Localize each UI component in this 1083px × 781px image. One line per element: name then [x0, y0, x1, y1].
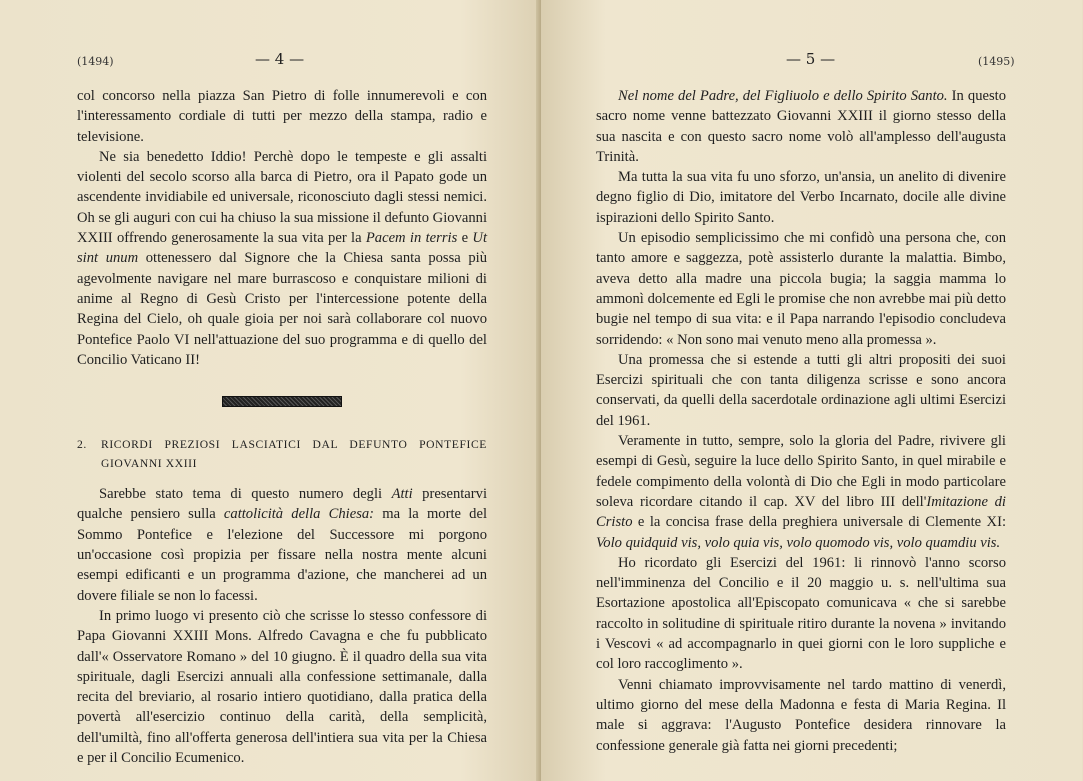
left-paragraph-4: In primo luogo vi presento ciò che scrisse lo stesso confessore di Papa Giovanni XXIII Mons. Alfredo Cavagna e che fu pubblicato dall'« Osservatore Romano » del 10 giugno. È il quadro della sua vita spirituale, dagli Esercizi annuali alla confessione settimanale, dalla recita del breviario, al rosario intiero quotidiano, dalla pratica della povertà all'esercizio continuo della carità, della semplicità, dell'umiltà, fino all'offerta generosa dell'intiera sua vita per la Chiesa e per il Concilio Ecumenico.: [77, 607, 487, 767]
section-heading: [77, 435, 487, 473]
right-paragraph-7: Venni chiamato improvvisamente nel tardo mattino di venerdì, ultimo giorno del mese della Madonna e festa di Maria Regina. Il male si aggrava: l'Augusto Pontefice desidera rinnovare la confessione generale già fatta nei giorni precedenti;: [596, 676, 1006, 754]
section-title: RICORDI PREZIOSI LASCIATICI DAL DEFUNTO PONTEFICE GIOVANNI XXIII: [101, 438, 487, 471]
left-paragraph-2: Ne sia benedetto Iddio! Perchè dopo le tempeste e gli assalti violenti del secolo scorso alla barca di Pietro, ora il Papato gode un ascendente invidiabile ed universale, riconosciuto dagli stessi nemici. Oh se gli auguri con cui ha chiuso la sua missione il defunto Giovanni XXIII offrendo generosamente la sua vita per la Pacem in terris e Ut sint unum ottenessero dal Signore che la Chiesa santa possa più agevolmente navigare nel mare burrascoso e conquistare milioni di anime al Regno di Gesù Cristo per l'intercessione potente della Regina del Cielo, oh quale gioia per noi sarà collaborare col nuovo Pontefice Paolo VI nell'attuazione del suo programma e di quello del Concilio Vaticano II!: [77, 148, 487, 368]
right-paragraph-5: Veramente in tutto, sempre, solo la gloria del Padre, rivivere gli esempi di Gesù, seguire la luce dello Spirito Santo, in quel mirabile e fedele compimento della volontà di Dio che Egli in modo particolare soleva ricordare citando il cap. XV del libro III dell'Imitazione di Cristo e la concisa frase della preghiera universale di Clemente XI: Volo quidquid vis, volo quia vis, volo quomodo vis, volo quamdiu vis.: [596, 433, 1006, 551]
left-page: [0, 0, 541, 781]
right-paragraph-1: Nel nome del Padre, del Figliuolo e dello Spirito Santo. In questo sacro nome venne battezzato Giovanni XXIII il giorno stesso della sua nascita e con questo sacro nome volò all'amplesso dell'augusta Trinità.: [596, 88, 1007, 165]
left-body: [77, 86, 487, 768]
right-paragraph-2: Ma tutta la sua vita fu uno sforzo, un'ansia, un anelito di divenire degno figlio di Dio, imitatore del Verbo Incarnato, docile alle divine ispirazioni dello Spirito Santo.: [596, 169, 1006, 226]
left-page-number: — 4 —: [255, 50, 305, 68]
right-header-code: (1495): [978, 55, 1015, 68]
right-paragraph-3: Un episodio semplicissimo che mi confidò una persona che, con tanto amore e saggezza, potè assisterlo durante la malattia. Bimbo, aveva detto alla madre una piccola bugia; la saggia mamma lo ammonì dolcemente ed Egli le promise che non avrebbe mai più detto bugie nel tempo di sua vita: e il Papa narrando l'episodio concludeva sorridendo: « Non sono mai venuto meno alla promessa ».: [596, 230, 1006, 348]
left-paragraph-1: col concorso nella piazza San Pietro di folle innumerevoli e con l'interessamento cordiale di tutti per mezzo della stampa, radio e televisione.: [77, 88, 487, 145]
right-paragraph-4: Una promessa che si estende a tutti gli altri propositi dei suoi Esercizi spirituali che con tanta diligenza scrisse e sono ancora conservati, da quelli della sacerdotale ordinazione agli ultimi Esercizi del 1961.: [596, 351, 1006, 429]
section-number: 2.: [77, 438, 87, 452]
right-paragraph-6: Ho ricordato gli Esercizi del 1961: li rinnovò l'anno scorso nell'imminenza del Concilio e il 20 maggio u. s. nell'ultima sua Esortazione apostolica all'Episcopato comunicava « che si sarebbe raccolto in solitudine di spirituale ritiro durante la novena » invitando i Vescovi « ad accompagnarlo in quei giorni con le loro suppliche e col loro raccoglimento ».: [596, 554, 1006, 673]
right-page-number: — 5 —: [786, 50, 836, 68]
left-paragraph-3: Sarebbe stato tema di questo numero degli Atti presentarvi qualche pensiero sulla cattolicità della Chiesa: ma la morte del Sommo Pontefice e l'elezione del Successore mi porgono un'occasione così propizia per fissare nella nostra mente alcuni esempi edificanti e un programma d'azione, che mancherei ad un dovere filiale se non lo facessi.: [77, 486, 487, 604]
section-divider-ornament: [222, 396, 342, 407]
right-body: [596, 86, 1006, 756]
left-header-code: (1494): [77, 55, 114, 68]
